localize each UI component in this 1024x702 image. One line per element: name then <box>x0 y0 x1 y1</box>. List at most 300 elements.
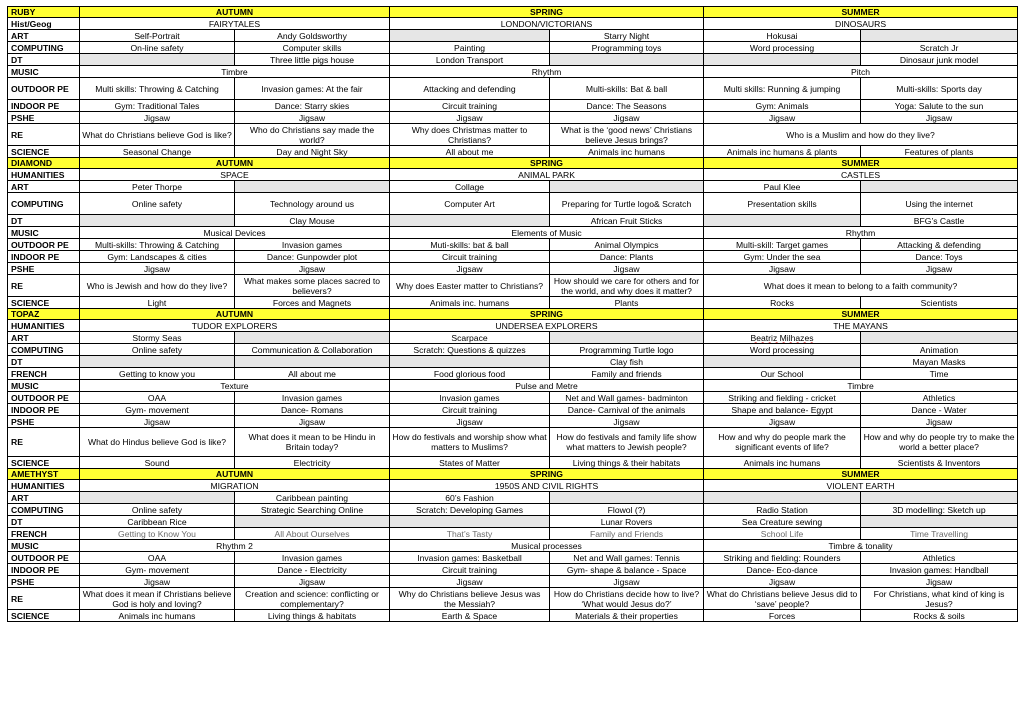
topic-cell <box>80 610 235 622</box>
topic-text: Online safety <box>131 504 183 515</box>
topic-text: What does it mean if Christians believe God is holy and loving? <box>82 588 232 609</box>
subject-row-indoor-pe <box>8 251 1018 263</box>
topic-text: Gym: Animals <box>755 100 809 111</box>
subject-label: DT <box>8 215 80 227</box>
topic-cell <box>390 404 550 416</box>
topic-text: How do festivals and family life show what matters to Jewish people? <box>556 432 697 452</box>
topic-cell <box>235 610 390 622</box>
topic-cell <box>704 30 861 42</box>
subject-label: HUMANITIES <box>8 480 80 492</box>
topic-cell <box>80 193 235 215</box>
topic-text: For Christians, what kind of king is Jesus? <box>873 588 1005 609</box>
topic-text: Day and Night Sky <box>276 146 348 157</box>
topic-text: Dinosaur junk model <box>899 54 979 65</box>
topic-cell <box>80 332 235 344</box>
topic-cell <box>861 368 1018 380</box>
subject-row-indoor-pe <box>8 404 1018 416</box>
topic-text: Dance: The Seasons <box>586 100 667 111</box>
topic-cell <box>390 54 550 66</box>
topic-cell <box>390 457 550 469</box>
topic-cell <box>80 215 235 227</box>
topic-text: Invasion games <box>281 552 343 563</box>
subject-row-science <box>8 297 1018 309</box>
topic-cell <box>235 416 390 428</box>
topic-text: OAA <box>147 392 167 403</box>
topic-text: How do festivals and worship show what matters to Muslims? <box>392 432 547 452</box>
topic-cell <box>80 18 390 30</box>
topic-text: Who is a Muslim and how do they live? <box>786 129 935 140</box>
topic-text: All about me <box>288 368 336 379</box>
topic-cell <box>550 428 704 457</box>
subject-row-art <box>8 332 1018 344</box>
subject-row-hist-geog <box>8 18 1018 30</box>
topic-cell <box>390 78 550 100</box>
topic-text: Caribbean Rice <box>127 516 187 527</box>
subject-label: SCIENCE <box>8 610 80 622</box>
topic-text: How and why do people mark the significant events of life? <box>718 432 846 452</box>
topic-cell <box>390 540 704 552</box>
topic-text: Getting to know you <box>119 368 195 379</box>
topic-cell <box>80 169 390 181</box>
topic-text: Rhythm 2 <box>216 540 253 551</box>
topic-cell <box>390 492 550 504</box>
topic-cell <box>80 146 235 158</box>
topic-text: What makes some places sacred to believers? <box>243 275 381 296</box>
subject-label: PSHE <box>8 576 80 588</box>
topic-text: Muti-skills: bat & ball <box>430 239 509 250</box>
subject-row-pshe <box>8 263 1018 275</box>
subject-label: FRENCH <box>8 528 80 540</box>
topic-text: Why does Easter matter to Christians? <box>395 280 544 291</box>
topic-cell <box>80 564 235 576</box>
subject-row-outdoor-pe <box>8 239 1018 251</box>
topic-text: Peter Thorpe <box>131 181 182 192</box>
topic-text: Caribbean painting <box>275 492 349 503</box>
topic-cell <box>704 588 861 610</box>
topic-cell <box>390 588 550 610</box>
topic-cell <box>861 404 1018 416</box>
subject-row-french <box>8 368 1018 380</box>
topic-cell <box>704 239 861 251</box>
topic-cell <box>235 356 390 368</box>
subject-row-dt <box>8 516 1018 528</box>
subject-label: INDOOR PE <box>8 564 80 576</box>
subject-label: PSHE <box>8 112 80 124</box>
topic-cell <box>550 504 704 516</box>
topic-text: Why do Christians believe Jesus was the Messiah? <box>398 588 541 609</box>
topic-cell <box>704 428 861 457</box>
topic-cell <box>390 66 704 78</box>
topic-text: Online safety <box>131 344 183 355</box>
topic-cell <box>704 112 861 124</box>
topic-cell <box>550 239 704 251</box>
topic-text: Yoga: Salute to the sun <box>894 100 984 111</box>
topic-text: Jigsaw <box>143 416 171 427</box>
topic-text: Animals inc humans <box>588 146 665 157</box>
topic-cell <box>235 275 390 297</box>
topic-cell <box>80 552 235 564</box>
topic-text: MIGRATION <box>210 480 259 491</box>
topic-text: Stormy Seas <box>132 332 182 343</box>
topic-cell <box>550 100 704 112</box>
subject-row-pshe <box>8 416 1018 428</box>
topic-text: How should we care for others and for the world, and why does it matter? <box>553 275 700 296</box>
topic-cell <box>550 528 704 540</box>
topic-cell <box>550 78 704 100</box>
topic-text: Dance- Carnival of the animals <box>567 404 686 415</box>
subject-row-indoor-pe <box>8 564 1018 576</box>
topic-cell <box>80 457 235 469</box>
topic-text: Self-Portrait <box>134 30 180 41</box>
topic-cell <box>80 251 235 263</box>
topic-cell <box>390 18 704 30</box>
topic-text: Forces <box>768 610 796 621</box>
topic-cell <box>80 263 235 275</box>
topic-text: DINOSAURS <box>834 18 887 29</box>
subject-row-art <box>8 30 1018 42</box>
topic-text: TUDOR EXPLORERS <box>191 320 278 331</box>
subject-row-science <box>8 146 1018 158</box>
topic-text: Jigsaw <box>456 576 483 587</box>
topic-cell <box>235 588 390 610</box>
topic-cell <box>704 124 1018 146</box>
topic-cell <box>80 588 235 610</box>
topic-cell <box>235 332 390 344</box>
topic-text: Dance: Plants <box>599 251 654 262</box>
topic-cell <box>550 576 704 588</box>
topic-cell <box>390 528 550 540</box>
topic-cell <box>390 100 550 112</box>
topic-text: Jigsaw <box>298 112 326 123</box>
topic-text: Attacking & defending <box>897 239 981 250</box>
topic-text: Strategic Searching Online <box>260 504 364 515</box>
topic-text: Invasion games: At the fair <box>261 83 363 94</box>
topic-text: Rhythm <box>845 227 876 238</box>
subject-label: PSHE <box>8 263 80 275</box>
topic-cell <box>704 169 1018 181</box>
topic-cell <box>235 193 390 215</box>
topic-text: Multi-skills: Sports day <box>896 83 982 94</box>
subject-label: RE <box>8 275 80 297</box>
section-name: TOPAZ <box>8 309 80 320</box>
subject-row-computing <box>8 344 1018 356</box>
subject-label: INDOOR PE <box>8 404 80 416</box>
topic-text: Jigsaw <box>613 112 640 123</box>
term-header: AUTUMN <box>80 7 390 18</box>
topic-text: OAA <box>147 552 167 563</box>
topic-cell <box>861 146 1018 158</box>
topic-cell <box>550 368 704 380</box>
topic-text: Multi skills: Throwing & Catching <box>95 83 219 94</box>
topic-text: Net and Wall games- badminton <box>565 392 688 403</box>
topic-cell <box>390 227 704 239</box>
topic-text: All About Ourselves <box>274 528 350 539</box>
topic-cell <box>861 30 1018 42</box>
topic-cell <box>861 263 1018 275</box>
topic-cell <box>861 516 1018 528</box>
topic-text: Technology around us <box>269 198 355 209</box>
topic-text: What does it mean to be Hindu in Britain today? <box>248 432 376 452</box>
subject-row-music <box>8 66 1018 78</box>
subject-row-indoor-pe <box>8 100 1018 112</box>
topic-cell <box>390 392 550 404</box>
subject-label: DT <box>8 516 80 528</box>
topic-text: Programming toys <box>591 42 662 53</box>
topic-text: Gym: Traditional Tales <box>114 100 200 111</box>
topic-cell <box>390 380 704 392</box>
topic-text: African Fruit Sticks <box>590 215 663 226</box>
topic-text: 1950S AND CIVIL RIGHTS <box>494 480 599 491</box>
topic-text: Net and Wall games: Tennis <box>573 552 680 563</box>
topic-cell <box>390 564 550 576</box>
topic-cell <box>861 504 1018 516</box>
topic-text: Getting to Know You <box>118 528 196 539</box>
subject-label: FRENCH <box>8 368 80 380</box>
topic-text: School Life <box>760 528 804 539</box>
topic-cell <box>235 428 390 457</box>
topic-text: What is the ‘good news’ Christians believe Jesus brings? <box>561 124 693 145</box>
topic-cell <box>704 480 1018 492</box>
topic-cell <box>550 215 704 227</box>
topic-text: Scratch Jr <box>919 42 959 53</box>
topic-cell <box>80 492 235 504</box>
topic-text: Gym- shape & balance - Space <box>566 564 687 575</box>
subject-label: OUTDOOR PE <box>8 392 80 404</box>
topic-cell <box>550 297 704 309</box>
topic-text: Animals inc. humans <box>429 297 510 308</box>
topic-text: Time Travelling <box>910 528 969 539</box>
topic-cell <box>704 344 861 356</box>
topic-cell <box>235 564 390 576</box>
topic-text: Animals inc humans <box>118 610 196 621</box>
topic-cell <box>704 516 861 528</box>
topic-cell <box>704 263 861 275</box>
topic-cell <box>550 416 704 428</box>
topic-cell <box>704 356 861 368</box>
topic-cell <box>704 181 861 193</box>
topic-cell <box>390 181 550 193</box>
topic-cell <box>550 54 704 66</box>
topic-cell <box>80 275 235 297</box>
topic-text: Jigsaw <box>613 576 640 587</box>
topic-text: Multi skills: Running & jumping <box>723 83 841 94</box>
topic-cell <box>550 356 704 368</box>
topic-cell <box>235 504 390 516</box>
topic-cell <box>390 112 550 124</box>
topic-text: Scratch: Developing Games <box>416 504 524 515</box>
subject-row-science <box>8 610 1018 622</box>
topic-text: Scientists <box>920 297 958 308</box>
topic-cell <box>704 54 861 66</box>
topic-cell <box>80 516 235 528</box>
section-header-diamond <box>8 158 1018 169</box>
subject-label: INDOOR PE <box>8 251 80 263</box>
topic-text: Dance- Romans <box>280 404 344 415</box>
subject-label: RE <box>8 428 80 457</box>
subject-row-re <box>8 124 1018 146</box>
topic-cell <box>704 404 861 416</box>
topic-cell <box>80 392 235 404</box>
subject-row-outdoor-pe <box>8 78 1018 100</box>
topic-text: Rhythm <box>531 66 562 77</box>
topic-cell <box>80 30 235 42</box>
term-header: AUTUMN <box>80 158 390 169</box>
topic-text: Radio Station <box>756 504 808 515</box>
topic-text: Attacking and defending <box>423 83 516 94</box>
topic-cell <box>704 66 1018 78</box>
topic-text: Gym: Landscapes & cities <box>107 251 207 262</box>
topic-cell <box>235 100 390 112</box>
subject-label: OUTDOOR PE <box>8 78 80 100</box>
topic-cell <box>861 416 1018 428</box>
topic-text: Features of plants <box>904 146 974 157</box>
subject-label: RE <box>8 588 80 610</box>
topic-cell <box>80 227 390 239</box>
subject-label: ART <box>8 332 80 344</box>
subject-label: ART <box>8 492 80 504</box>
topic-cell <box>550 457 704 469</box>
topic-text: Jigsaw <box>768 416 796 427</box>
subject-label: SCIENCE <box>8 457 80 469</box>
topic-cell <box>390 275 550 297</box>
subject-row-computing <box>8 193 1018 215</box>
term-header: SPRING <box>390 309 704 320</box>
term-header: SPRING <box>390 158 704 169</box>
topic-text: Multi-skills: Throwing & Catching <box>94 239 219 250</box>
topic-text: Dance - Electricity <box>277 564 347 575</box>
topic-text: Shape and balance- Egypt <box>731 404 833 415</box>
topic-cell <box>861 610 1018 622</box>
topic-cell <box>704 380 1018 392</box>
topic-text: Time <box>929 368 949 379</box>
section-name: AMETHYST <box>8 469 80 480</box>
topic-cell <box>704 332 861 344</box>
term-header: AUTUMN <box>80 469 390 480</box>
topic-cell <box>390 332 550 344</box>
topic-cell <box>390 215 550 227</box>
topic-cell <box>235 392 390 404</box>
subject-label: SCIENCE <box>8 297 80 309</box>
topic-cell <box>704 576 861 588</box>
topic-cell <box>235 344 390 356</box>
topic-text: 60’s Fashion <box>445 492 494 503</box>
topic-cell <box>861 576 1018 588</box>
topic-text: Starry Night <box>603 30 650 41</box>
topic-cell <box>390 239 550 251</box>
topic-text: Animation <box>919 344 959 355</box>
topic-text: Jigsaw <box>456 112 483 123</box>
topic-cell <box>704 18 1018 30</box>
topic-text: On-line safety <box>130 42 184 53</box>
topic-text: Timbre & tonality <box>828 540 893 551</box>
topic-cell <box>550 124 704 146</box>
topic-text: BFG’s Castle <box>913 215 965 226</box>
topic-cell <box>550 275 704 297</box>
topic-cell <box>704 416 861 428</box>
subject-label: SCIENCE <box>8 146 80 158</box>
topic-cell <box>550 181 704 193</box>
topic-cell <box>390 124 550 146</box>
term-header: SUMMER <box>704 158 1018 169</box>
subject-row-humanities <box>8 320 1018 332</box>
topic-cell <box>235 297 390 309</box>
subject-label: PSHE <box>8 416 80 428</box>
topic-cell <box>235 42 390 54</box>
topic-cell <box>704 540 1018 552</box>
topic-text: Family and Friends <box>589 528 664 539</box>
term-header: SUMMER <box>704 309 1018 320</box>
topic-text: CASTLES <box>840 169 881 180</box>
subject-row-outdoor-pe <box>8 552 1018 564</box>
topic-text: Circuit training <box>442 100 497 111</box>
section-name: DIAMOND <box>8 158 80 169</box>
subject-label: ART <box>8 30 80 42</box>
topic-cell <box>235 215 390 227</box>
topic-cell <box>390 320 704 332</box>
subject-label: DT <box>8 54 80 66</box>
subject-row-art <box>8 492 1018 504</box>
topic-text: Dance: Starry skies <box>274 100 350 111</box>
topic-cell <box>235 78 390 100</box>
subject-label: OUTDOOR PE <box>8 552 80 564</box>
topic-text: Our School <box>760 368 804 379</box>
topic-text: Striking and fielding - cricket <box>728 392 836 403</box>
topic-text: Hokusai <box>766 30 798 41</box>
topic-text: Scratch: Questions & quizzes <box>413 344 526 355</box>
topic-cell <box>235 457 390 469</box>
topic-cell <box>704 610 861 622</box>
topic-cell <box>861 588 1018 610</box>
topic-cell <box>235 146 390 158</box>
topic-cell <box>390 30 550 42</box>
topic-cell <box>550 112 704 124</box>
topic-cell <box>550 404 704 416</box>
topic-cell <box>861 552 1018 564</box>
topic-cell <box>390 193 550 215</box>
topic-cell <box>861 392 1018 404</box>
topic-cell <box>390 552 550 564</box>
topic-cell <box>80 404 235 416</box>
topic-cell <box>550 193 704 215</box>
topic-text: Online safety <box>131 198 183 209</box>
term-header: SPRING <box>390 7 704 18</box>
topic-text: VIOLENT EARTH <box>826 480 895 491</box>
topic-cell <box>80 356 235 368</box>
topic-text: LONDON/VICTORIANS <box>500 18 593 29</box>
topic-text: Timbre <box>847 380 874 391</box>
topic-cell <box>390 576 550 588</box>
topic-text: Animals inc humans & plants <box>726 146 838 157</box>
topic-text: Dance- Eco-dance <box>746 564 818 575</box>
topic-cell <box>80 100 235 112</box>
topic-text: FAIRYTALES <box>208 18 261 29</box>
topic-cell <box>704 193 861 215</box>
topic-text: Jigsaw <box>143 112 171 123</box>
topic-text: Andy Goldsworthy <box>277 30 347 41</box>
topic-text: Jigsaw <box>298 576 326 587</box>
topic-text: Jigsaw <box>925 112 953 123</box>
topic-cell <box>235 30 390 42</box>
topic-cell <box>235 492 390 504</box>
topic-cell <box>861 332 1018 344</box>
topic-cell <box>235 516 390 528</box>
topic-text: Musical Devices <box>203 227 266 238</box>
topic-text: Earth & Space <box>441 610 498 621</box>
topic-cell <box>550 42 704 54</box>
topic-cell <box>235 54 390 66</box>
topic-text: Jigsaw <box>456 416 483 427</box>
topic-cell <box>704 457 861 469</box>
